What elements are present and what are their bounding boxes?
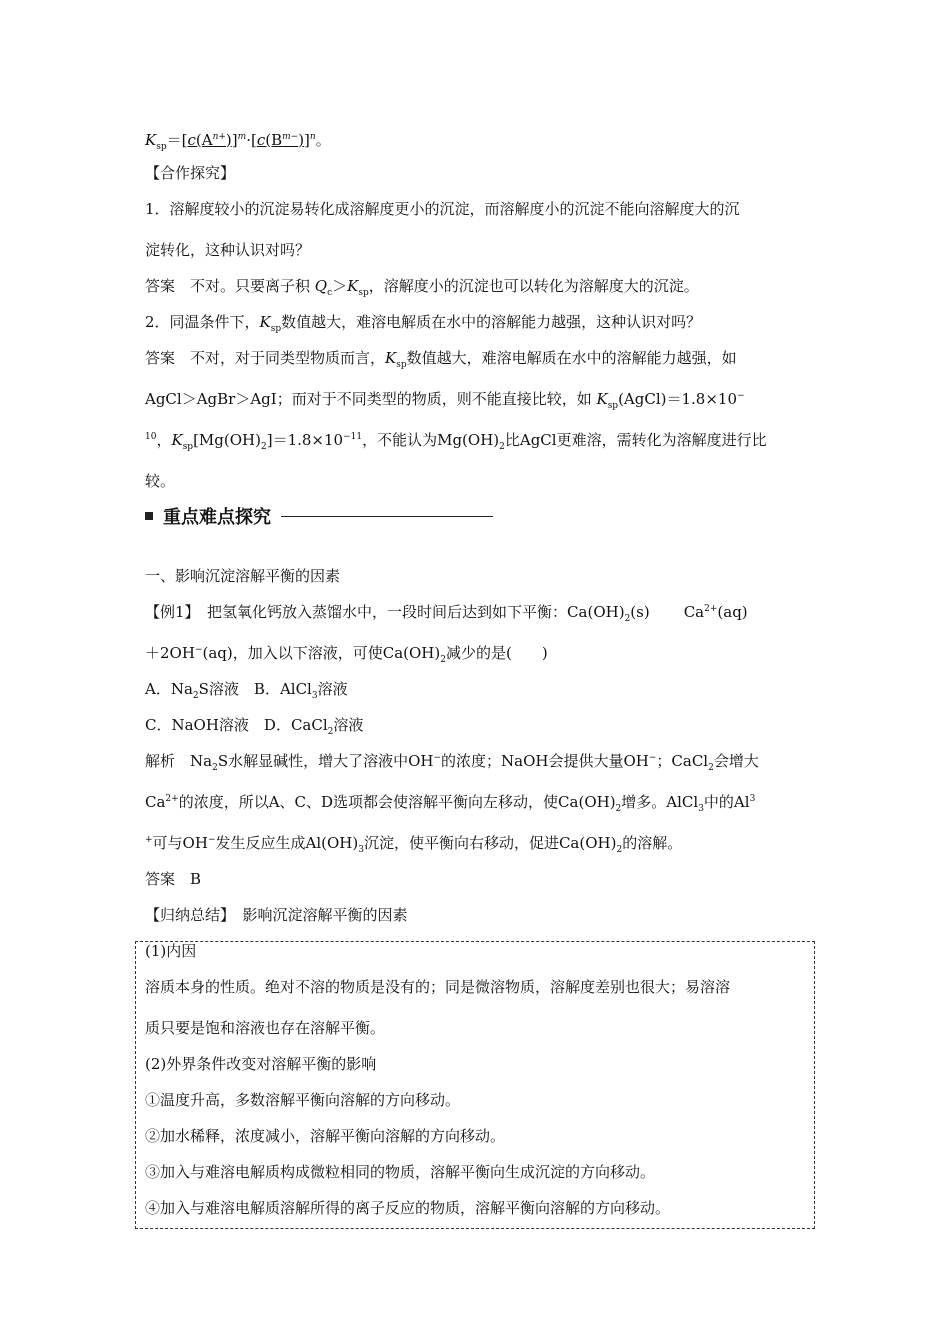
ex1-aq: (aq) (717, 603, 748, 621)
analysis-label: 解析 (145, 752, 176, 770)
a1-pre: 不对。只要离子积 (175, 277, 315, 295)
summary-label: 【归纳总结】 (145, 906, 228, 924)
ex1-ca: Ca (683, 603, 705, 621)
option-b: S溶液 B．AlCl (198, 680, 312, 698)
a2l3-mid: [Mg(OH) (193, 431, 261, 449)
rb2: ] (304, 131, 310, 149)
answer-label: 答案 (145, 349, 176, 367)
options-a-b (145, 679, 810, 699)
an2-mid2: 增多。AlCl (621, 793, 699, 811)
b-paren: (B (265, 131, 283, 149)
answer-value: B (175, 870, 202, 888)
a2l3-post2: 比AgCl更难溶，需转化为溶解度进行比 (504, 431, 767, 449)
an2-sub2: 2 (615, 804, 622, 814)
an1-mid: S水解显碱性，增大了溶液中OH (217, 752, 434, 770)
an2-sup3: 3 (749, 794, 756, 804)
a2l2-pre: AgCl＞AgBr＞AgI；而对于不同类型的物质，则不能直接比较，如 (145, 390, 597, 408)
square-bullet-icon (145, 512, 153, 520)
lb2: [ (250, 131, 257, 149)
lb1: [ (181, 131, 188, 149)
a2l3-sub2: 2 (260, 442, 267, 452)
a2l3-mid2: ]＝1.8×10 (266, 431, 344, 449)
box-line-4: (2)外界条件改变对溶解平衡的影响 (145, 1055, 377, 1073)
q2-sp: sp (270, 324, 282, 334)
ex1l2-sup: − (194, 645, 203, 655)
a2l2-sp: sp (607, 401, 619, 411)
answer-2-line-4: 较。 (145, 472, 176, 490)
an3-sup: + (145, 835, 153, 845)
box-line-7: ③加入与难溶电解质构成微粒相同的物质，溶解平衡向生成沉淀的方向移动。 (145, 1163, 656, 1181)
ksp-formula (145, 130, 810, 150)
an3-pre: 可与OH (152, 834, 208, 852)
answer-label: 答案 (145, 870, 176, 888)
option-b-sub: 3 (311, 691, 318, 701)
an2-sup: 2+ (165, 794, 179, 804)
b-close: ) (298, 131, 305, 149)
ksp-term-a (182, 131, 238, 149)
option-d-sub: 2 (327, 727, 334, 737)
an1-post: 会增大 (713, 752, 759, 770)
a2l2-k: K (596, 390, 608, 408)
an3-sup-m: − (207, 835, 216, 845)
an3-sub3: 3 (358, 845, 364, 855)
a-sup: n+ (212, 132, 226, 142)
example-1-line-1 (145, 602, 810, 622)
q2-pre: 2．同温条件下， (145, 313, 260, 331)
ex1-state: (s) (630, 603, 650, 621)
summary-text: 影响沉淀溶解平衡的因素 (227, 906, 408, 924)
a2l3-k: K (171, 431, 183, 449)
question-1-line-2: 淀转化，这种认识对吗？ (145, 241, 311, 259)
ex1l2-post: (aq)，加入以下溶液，可使Ca(OH) (202, 644, 441, 662)
example-1-line-2 (145, 643, 810, 663)
an2-post: 中的Al (703, 793, 750, 811)
a2l1-post: 数值越大，难溶电解质在水中的溶解能力越强，如 (406, 349, 737, 367)
a2l3-sup11: −11 (343, 432, 363, 442)
an1-mid2: 的浓度；NaOH会提供大量OH (441, 752, 649, 770)
an2-ca: Ca (145, 793, 166, 811)
an1-sup2: − (648, 753, 657, 763)
q2-post: 数值越大，难溶电解质在水中的溶解能力越强，这种认识对吗？ (281, 313, 702, 331)
ksp-k: K (145, 131, 157, 149)
a2l2-sup: − (737, 391, 745, 401)
a1-gt: ＞ (332, 277, 348, 295)
a2l3-sub2b: 2 (499, 442, 505, 452)
q2-k: K (259, 313, 271, 331)
heading-explore: 【合作探究】 (145, 164, 236, 182)
question-1-line-1: 1．溶解度较小的沉淀易转化成溶解度更小的沉淀，而溶解度小的沉淀不能向溶解度大的沉 (145, 200, 740, 218)
a2l3-sup10: 10 (145, 432, 157, 442)
an3-mid: 发生反应生成Al(OH) (215, 834, 359, 852)
a-close: ) (225, 131, 232, 149)
rb1: ] (231, 131, 238, 149)
answer-label: 答案 (145, 277, 176, 295)
question-2 (145, 312, 810, 332)
m-exp: m (237, 132, 247, 142)
ksp-term-b (251, 131, 310, 149)
a2l1-pre: 不对，对于同类型物质而言， (175, 349, 386, 367)
an1-sub2: 2 (212, 763, 218, 773)
c1: c (187, 131, 196, 149)
summary-heading (145, 905, 810, 925)
an3-sub2: 2 (616, 845, 623, 855)
a2l3-post: ，不能认为Mg(OH) (362, 431, 500, 449)
an1-sub2b: 2 (708, 763, 714, 773)
ex1l2-pre: ＋2OH (145, 644, 195, 662)
an1-sup1: − (433, 753, 442, 763)
a1-post: ，溶解度小的沉淀也可以转化为溶解度大的沉淀。 (368, 277, 699, 295)
analysis-line-3 (145, 833, 810, 853)
ex1l2-sub2: 2 (440, 655, 446, 665)
sub-heading: 一、影响沉淀溶解平衡的因素 (145, 567, 341, 585)
a1-q: Q (314, 277, 328, 295)
ksp-dot: · (246, 131, 251, 149)
a-paren: (A (195, 131, 213, 149)
a2l3-sp: sp (182, 442, 194, 452)
an1-mid3: ；CaCl (656, 752, 709, 770)
an2-mid: 的浓度，所以A、C、D选项都会使溶解平衡向左移动，使Ca(OH) (178, 793, 616, 811)
ksp-end: 。 (315, 131, 331, 149)
an3-mid2: 沉淀，使平衡向右移动，促进Ca(OH) (363, 834, 617, 852)
a2l3-comma: ， (156, 431, 172, 449)
option-b-post: 溶液 (317, 680, 348, 698)
a1-sp: sp (358, 288, 369, 298)
answer-2-line-2 (145, 389, 810, 409)
box-line-1: (1)内因 (145, 942, 197, 960)
box-line-3: 质只要是饱和溶液也存在溶解平衡。 (145, 1019, 386, 1037)
box-line-2: 溶质本身的性质。绝对不溶的物质是没有的；同是微溶物质，溶解度差别也很大；易溶溶 (145, 978, 731, 996)
answer-1 (145, 276, 810, 296)
a2l2-post: (AgCl)＝1.8×10 (618, 390, 738, 408)
an3-post: 的溶解。 (622, 834, 683, 852)
answer-2-line-3 (145, 430, 810, 450)
option-a-sub: 2 (192, 691, 199, 701)
ksp-sp: sp (156, 142, 167, 152)
option-c-d: C．NaOH溶液 D．CaCl (145, 716, 328, 734)
a2l1-k: K (385, 349, 397, 367)
box-line-5: ①温度升高，多数溶解平衡向溶解的方向移动。 (145, 1091, 461, 1109)
ex1-ca-sup: 2+ (704, 604, 718, 614)
box-line-8: ④加入与难溶电解质溶解所得的离子反应的物质，溶解平衡向溶解的方向移动。 (145, 1199, 671, 1217)
a1-k: K (347, 277, 359, 295)
b-sup: m− (282, 132, 299, 142)
an1-pre: Na (175, 752, 213, 770)
option-d-post: 溶液 (333, 716, 364, 734)
answer-2-line-1 (145, 348, 810, 368)
analysis-line-1 (145, 751, 810, 771)
options-c-d (145, 715, 810, 735)
ex1-text: 把氢氧化钙放入蒸馏水中，一段时间后达到如下平衡：Ca(OH) (192, 603, 625, 621)
option-a: A．Na (145, 680, 193, 698)
c2: c (256, 131, 266, 149)
section-title (145, 504, 493, 528)
box-line-6: ②加水稀释，浓度减小，溶解平衡向溶解的方向移动。 (145, 1127, 506, 1145)
n-exp: n (309, 132, 316, 142)
ex1l2-post2: 减少的是( ) (445, 644, 548, 662)
a2l1-sp: sp (396, 360, 407, 370)
example-label: 【例1】 (145, 603, 193, 621)
an2-sub3: 3 (698, 804, 704, 814)
title-rule (281, 516, 493, 517)
ksp-eq: ＝ (166, 131, 182, 149)
ex1-sub2: 2 (624, 614, 631, 624)
section-title-text: 重点难点探究 (163, 507, 271, 528)
answer-b (145, 869, 810, 889)
a1-qc: c (327, 288, 333, 298)
analysis-line-2 (145, 792, 810, 812)
